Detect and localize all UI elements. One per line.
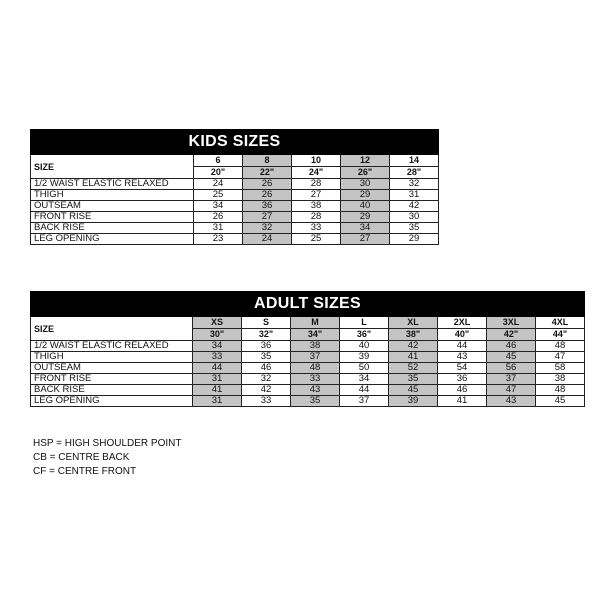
- adult-table-title: ADULT SIZES: [31, 292, 585, 317]
- measurement-value: 33: [242, 396, 291, 407]
- measurement-value: 32: [242, 374, 291, 385]
- measurement-value: 45: [487, 352, 536, 363]
- measurement-value: 47: [487, 385, 536, 396]
- measurement-value: 52: [389, 363, 438, 374]
- measurement-value: 27: [341, 234, 390, 245]
- measurement-label: BACK RISE: [31, 223, 194, 234]
- measurement-value: 43: [487, 396, 536, 407]
- abbreviation-notes: [33, 437, 181, 479]
- measurement-value: 42: [390, 201, 439, 212]
- measurement-value: 27: [243, 212, 292, 223]
- adult-size-s: S: [242, 317, 291, 329]
- measurement-value: 31: [193, 374, 242, 385]
- measurement-value: 47: [536, 352, 585, 363]
- table-row: [31, 223, 439, 234]
- measurement-value: 43: [291, 385, 340, 396]
- measurement-value: 36: [438, 374, 487, 385]
- adult-size-header: SIZE: [31, 317, 193, 341]
- measurement-value: 40: [341, 201, 390, 212]
- measurement-value: 58: [536, 363, 585, 374]
- measurement-value: 23: [194, 234, 243, 245]
- kids-inch-8: 22": [243, 167, 292, 179]
- measurement-label: LEG OPENING: [31, 234, 194, 245]
- measurement-value: 39: [389, 396, 438, 407]
- measurement-value: 42: [389, 341, 438, 352]
- measurement-value: 24: [243, 234, 292, 245]
- measurement-value: 34: [341, 223, 390, 234]
- table-row: [31, 201, 439, 212]
- note-cf: CF = CENTRE FRONT: [33, 466, 137, 477]
- adult-size-4xl: 4XL: [536, 317, 585, 329]
- measurement-value: 38: [291, 341, 340, 352]
- measurement-label: OUTSEAM: [31, 201, 194, 212]
- measurement-label: FRONT RISE: [31, 212, 194, 223]
- measurement-value: 31: [390, 190, 439, 201]
- adult-inch-s: 32": [242, 329, 291, 341]
- kids-inch-14: 28": [390, 167, 439, 179]
- measurement-value: 30: [341, 179, 390, 190]
- kids-inch-6: 20": [194, 167, 243, 179]
- measurement-value: 36: [242, 341, 291, 352]
- measurement-label: THIGH: [31, 352, 193, 363]
- measurement-label: FRONT RISE: [31, 374, 193, 385]
- kids-size-header: SIZE: [31, 155, 194, 179]
- measurement-value: 44: [193, 363, 242, 374]
- table-row: [31, 363, 585, 374]
- measurement-label: OUTSEAM: [31, 363, 193, 374]
- adult-table-body: [31, 341, 585, 407]
- table-row: [31, 374, 585, 385]
- kids-size-8: 8: [243, 155, 292, 167]
- measurement-value: 41: [389, 352, 438, 363]
- measurement-value: 54: [438, 363, 487, 374]
- adult-inch-xl: 38": [389, 329, 438, 341]
- measurement-value: 35: [389, 374, 438, 385]
- measurement-value: 34: [193, 341, 242, 352]
- adult-size-l: L: [340, 317, 389, 329]
- measurement-value: 48: [291, 363, 340, 374]
- measurement-value: 44: [438, 341, 487, 352]
- kids-table-body: [31, 179, 439, 245]
- adult-size-3xl: 3XL: [487, 317, 536, 329]
- measurement-value: 45: [536, 396, 585, 407]
- measurement-value: 50: [340, 363, 389, 374]
- measurement-value: 29: [341, 190, 390, 201]
- measurement-value: 26: [194, 212, 243, 223]
- measurement-value: 35: [291, 396, 340, 407]
- measurement-value: 32: [243, 223, 292, 234]
- measurement-value: 37: [291, 352, 340, 363]
- adult-size-table: [30, 291, 585, 407]
- measurement-value: 32: [390, 179, 439, 190]
- measurement-value: 39: [340, 352, 389, 363]
- measurement-value: 31: [194, 223, 243, 234]
- measurement-value: 28: [292, 179, 341, 190]
- measurement-value: 43: [438, 352, 487, 363]
- table-row: [31, 190, 439, 201]
- measurement-value: 25: [194, 190, 243, 201]
- adult-size-m: M: [291, 317, 340, 329]
- adult-inch-m: 34": [291, 329, 340, 341]
- note-hsp: HSP = HIGH SHOULDER POINT: [33, 438, 182, 449]
- kids-size-10: 10: [292, 155, 341, 167]
- measurement-value: 31: [193, 396, 242, 407]
- measurement-value: 38: [536, 374, 585, 385]
- kids-table-title: KIDS SIZES: [31, 130, 439, 155]
- measurement-value: 36: [243, 201, 292, 212]
- table-row: [31, 385, 585, 396]
- measurement-label: 1/2 WAIST ELASTIC RELAXED: [31, 341, 193, 352]
- measurement-value: 26: [243, 179, 292, 190]
- kids-size-6: 6: [194, 155, 243, 167]
- adult-inch-2xl: 40": [438, 329, 487, 341]
- adult-inch-4xl: 44": [536, 329, 585, 341]
- table-row: [31, 396, 585, 407]
- measurement-value: 41: [193, 385, 242, 396]
- kids-size-12: 12: [341, 155, 390, 167]
- kids-size-14: 14: [390, 155, 439, 167]
- measurement-value: 28: [292, 212, 341, 223]
- measurement-value: 33: [292, 223, 341, 234]
- measurement-label: BACK RISE: [31, 385, 193, 396]
- measurement-label: 1/2 WAIST ELASTIC RELAXED: [31, 179, 194, 190]
- adult-inch-l: 36": [340, 329, 389, 341]
- kids-size-table: [30, 129, 439, 245]
- measurement-value: 40: [340, 341, 389, 352]
- adult-inch-xs: 30": [193, 329, 242, 341]
- measurement-value: 24: [194, 179, 243, 190]
- measurement-value: 46: [438, 385, 487, 396]
- measurement-value: 48: [536, 341, 585, 352]
- measurement-value: 38: [292, 201, 341, 212]
- table-row: [31, 352, 585, 363]
- measurement-value: 35: [390, 223, 439, 234]
- measurement-label: LEG OPENING: [31, 396, 193, 407]
- measurement-label: THIGH: [31, 190, 194, 201]
- table-row: [31, 212, 439, 223]
- measurement-value: 37: [340, 396, 389, 407]
- measurement-value: 27: [292, 190, 341, 201]
- adult-inch-3xl: 42": [487, 329, 536, 341]
- measurement-value: 48: [536, 385, 585, 396]
- measurement-value: 44: [340, 385, 389, 396]
- measurement-value: 35: [242, 352, 291, 363]
- adult-size-2xl: 2XL: [438, 317, 487, 329]
- measurement-value: 42: [242, 385, 291, 396]
- measurement-value: 29: [390, 234, 439, 245]
- measurement-value: 41: [438, 396, 487, 407]
- table-row: [31, 341, 585, 352]
- measurement-value: 29: [341, 212, 390, 223]
- measurement-value: 25: [292, 234, 341, 245]
- measurement-value: 26: [243, 190, 292, 201]
- kids-inch-12: 26": [341, 167, 390, 179]
- kids-inch-10: 24": [292, 167, 341, 179]
- adult-size-xl: XL: [389, 317, 438, 329]
- measurement-value: 34: [194, 201, 243, 212]
- table-row: [31, 234, 439, 245]
- measurement-value: 34: [340, 374, 389, 385]
- adult-size-xs: XS: [193, 317, 242, 329]
- measurement-value: 56: [487, 363, 536, 374]
- measurement-value: 33: [291, 374, 340, 385]
- measurement-value: 30: [390, 212, 439, 223]
- measurement-value: 37: [487, 374, 536, 385]
- measurement-value: 46: [242, 363, 291, 374]
- table-row: [31, 179, 439, 190]
- note-cb: CB = CENTRE BACK: [33, 452, 130, 463]
- measurement-value: 45: [389, 385, 438, 396]
- measurement-value: 46: [487, 341, 536, 352]
- measurement-value: 33: [193, 352, 242, 363]
